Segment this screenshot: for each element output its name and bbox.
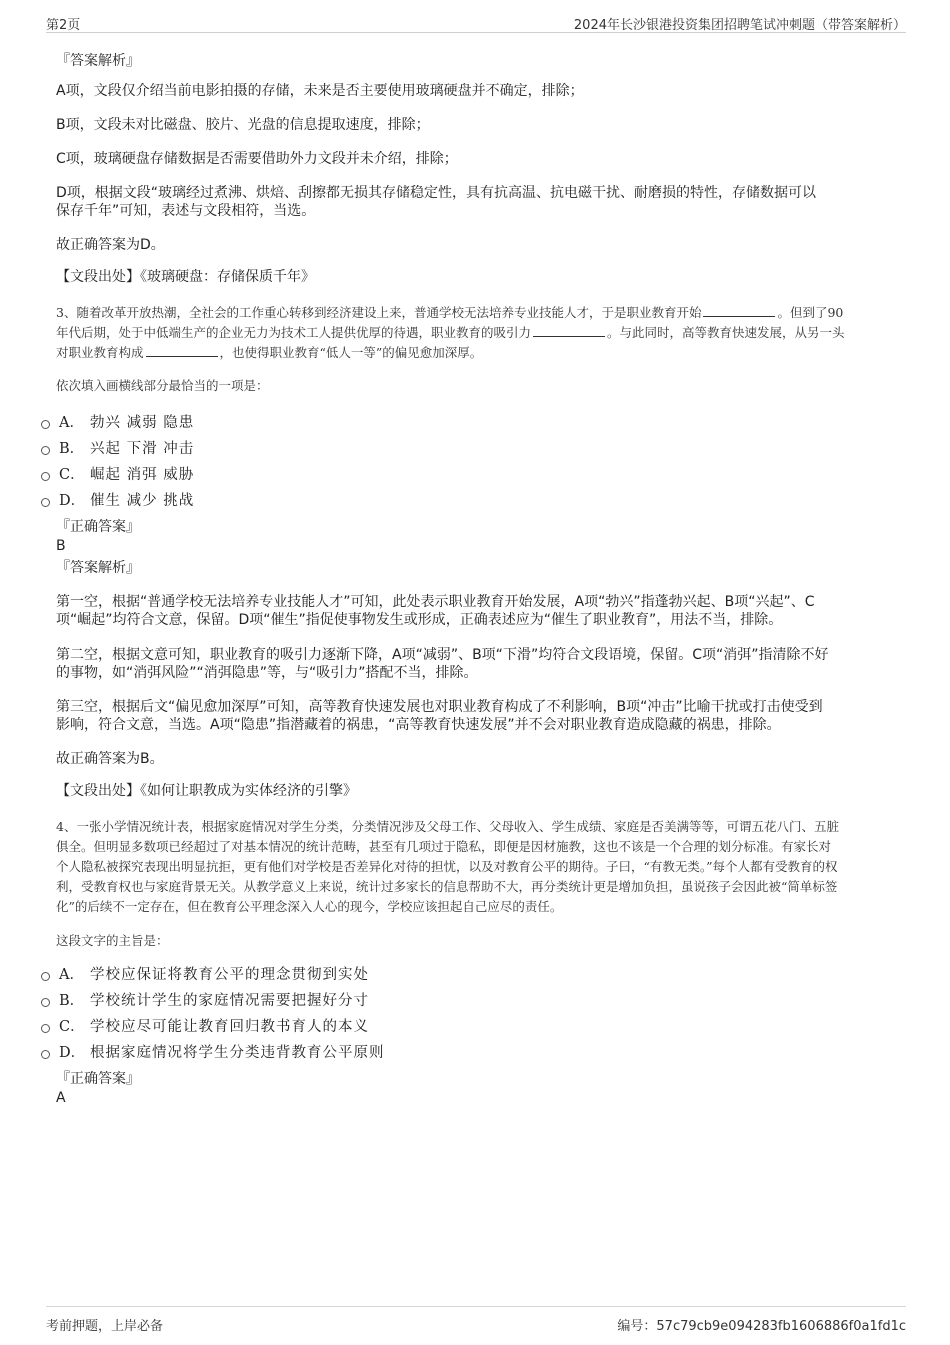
q4-prompt: 这段文字的主旨是： bbox=[56, 933, 169, 948]
q2-analysis-d1: D项，根据文段“玻璃经过煮沸、烘焙、刮擦都无损其存储稳定性，具有抗高温、抗电磁干扰、耐磨损的特性，存储数据可以 bbox=[56, 185, 817, 201]
q4-stem-5: 化”的后续不一定存在，但在教育公平理念深入人心的现今，学校应该担起自己应尽的责任。 bbox=[56, 899, 563, 914]
radio-icon[interactable] bbox=[41, 998, 50, 1007]
q4-option-b[interactable]: B． 学校统计学生的家庭情况需要把握好分寸 bbox=[0, 988, 850, 1014]
q3-analysis-3a: 第三空，根据后文“偏见愈加深厚”可知，高等教育快速发展也对职业教育构成了不利影响，B项“冲击”比喻干扰或打击使受到 bbox=[56, 699, 823, 715]
q3-option-a[interactable]: A． 勃兴 减弱 隐患 bbox=[0, 410, 850, 436]
radio-icon[interactable] bbox=[41, 498, 50, 507]
q3-options bbox=[0, 410, 850, 514]
q3-analysis-1a: 第一空，根据“普通学校无法培养专业技能人才”可知，此处表示职业教育开始发展，A项“勃兴”指蓬勃兴起、B项“兴起”、C bbox=[56, 594, 815, 610]
q3-analysis-1b: 项“崛起”均符合文意，保留。D项“催生”指促使事物发生或形成，正确表述应为“催生了职业教育”，用法不当，排除。 bbox=[56, 612, 783, 628]
q3-source: 【文段出处】《如何让职教成为实体经济的引擎》 bbox=[56, 783, 357, 799]
radio-icon[interactable] bbox=[41, 1024, 50, 1033]
q4-options bbox=[0, 962, 850, 1066]
page-number: 第2页 bbox=[46, 18, 81, 33]
q3-analysis-label: 『答案解析』 bbox=[56, 560, 140, 576]
q3-stem-line3: 对职业教育构成 ，也使得职业教育“低人一等”的偏见愈加深厚。 bbox=[56, 345, 483, 360]
q3-answer: B bbox=[56, 538, 66, 554]
footer-slogan: 考前押题，上岸必备 bbox=[46, 1319, 164, 1334]
page-header bbox=[46, 10, 906, 33]
q3-analysis-2a: 第二空，根据文意可知，职业教育的吸引力逐渐下降，A项“减弱”、B项“下滑”均符合文段语境，保留。C项“消弭”指清除不好 bbox=[56, 647, 829, 663]
blank-2 bbox=[533, 324, 605, 337]
q4-stem-1: 4、一张小学情况统计表，根据家庭情况对学生分类，分类情况涉及父母工作、父母收入、学生成绩、家庭是否美满等等，可谓五花八门、五脏 bbox=[56, 819, 839, 834]
q3-prompt: 依次填入画横线部分最恰当的一项是： bbox=[56, 378, 269, 393]
q4-option-c[interactable]: C． 学校应尽可能让教育回归教书育人的本义 bbox=[0, 1014, 850, 1040]
q3-analysis-3b: 影响，符合文意，当选。A项“隐患”指潜藏着的祸患，“高等教育快速发展”并不会对职业教育造成隐藏的祸患，排除。 bbox=[56, 717, 781, 733]
q3-conclusion: 故正确答案为B。 bbox=[56, 751, 164, 767]
q4-answer-label: 『正确答案』 bbox=[56, 1071, 140, 1087]
radio-icon[interactable] bbox=[41, 420, 50, 429]
q3-answer-label: 『正确答案』 bbox=[56, 519, 140, 535]
q2-analysis-b: B项，文段未对比磁盘、胶片、光盘的信息提取速度，排除； bbox=[56, 117, 430, 133]
q3-option-d[interactable]: D． 催生 减少 挑战 bbox=[0, 488, 850, 514]
q4-stem-3: 个人隐私被探究表现出明显抗拒，更有他们对学校是否差异化对待的担忧，以及对教育公平的期待。子曰，“有教无类。”每个人都有受教育的权 bbox=[56, 859, 838, 874]
q2-source: 【文段出处】《玻璃硬盘：存储保质千年》 bbox=[56, 269, 315, 285]
document-title: 2024年长沙银港投资集团招聘笔试冲刺题（带答案解析） bbox=[573, 18, 906, 33]
blank-1 bbox=[703, 304, 775, 317]
radio-icon[interactable] bbox=[41, 446, 50, 455]
q4-stem-4: 利，受教育权也与家庭背景无关。从教学意义上来说，统计过多家长的信息帮助不大，再分类统计更是增加负担，虽说孩子会因此被“简单标签 bbox=[56, 879, 838, 894]
q2-conclusion: 故正确答案为D。 bbox=[56, 237, 165, 253]
q2-analysis-label: 『答案解析』 bbox=[56, 53, 140, 69]
q2-analysis-c: C项，玻璃硬盘存储数据是否需要借助外力文段并未介绍，排除； bbox=[56, 151, 458, 167]
blank-3 bbox=[146, 344, 218, 357]
q4-stem-2: 俱全。但明显多数项已经超过了对基本情况的统计范畴，甚至有几项过于隐私，即便是因材施教，这也不该是一个合理的划分标准。有家长对 bbox=[56, 839, 832, 854]
q4-option-d[interactable]: D． 根据家庭情况将学生分类违背教育公平原则 bbox=[0, 1040, 850, 1066]
q3-option-c[interactable]: C． 崛起 消弭 威胁 bbox=[0, 462, 850, 488]
q3-option-b[interactable]: B． 兴起 下滑 冲击 bbox=[0, 436, 850, 462]
radio-icon[interactable] bbox=[41, 472, 50, 481]
q4-answer: A bbox=[56, 1090, 66, 1106]
q2-analysis-a: A项，文段仅介绍当前电影拍摄的存储，未来是否主要使用玻璃硬盘并不确定，排除； bbox=[56, 83, 584, 99]
document-id: 编号：57c79cb9e094283fb1606886f0a1fd1c bbox=[617, 1319, 906, 1334]
radio-icon[interactable] bbox=[41, 972, 50, 981]
q3-stem-line2: 年代后期，处于中低端生产的企业无力为技术工人提供优厚的待遇，职业教育的吸引力 。与此同时，高等教育快速发展，从另一头 bbox=[56, 325, 845, 340]
radio-icon[interactable] bbox=[41, 1050, 50, 1059]
q2-analysis-d2: 保存千年”可知，表述与文段相符，当选。 bbox=[56, 203, 316, 219]
q4-option-a[interactable]: A． 学校应保证将教育公平的理念贯彻到实处 bbox=[0, 962, 850, 988]
page-footer bbox=[46, 1306, 906, 1334]
q3-stem-line1: 3、随着改革开放热潮，全社会的工作重心转移到经济建设上来，普通学校无法培养专业技能人才，于是职业教育开始 。但到了90 bbox=[56, 305, 844, 320]
q3-analysis-2b: 的事物，如“消弭风险”“消弭隐患”等，与“吸引力”搭配不当，排除。 bbox=[56, 665, 478, 681]
